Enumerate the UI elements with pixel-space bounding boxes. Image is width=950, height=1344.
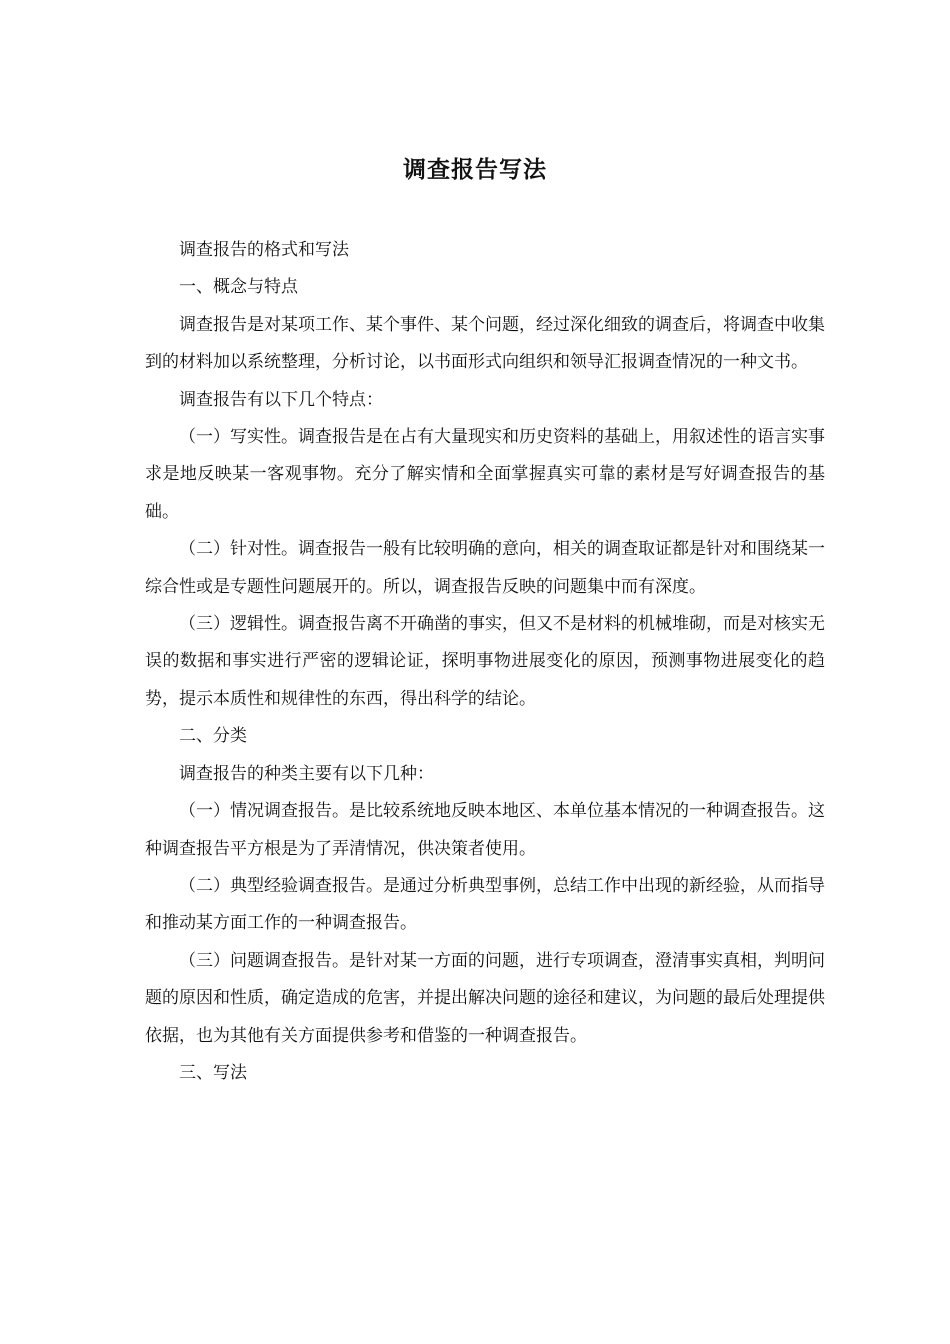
paragraph-definition: 调查报告是对某项工作、某个事件、某个问题，经过深化细致的调查后，将调查中收集到的材料加以系统整理，分析讨论，以书面形式向组织和领导汇报调查情况的一种文书。 xyxy=(145,314,825,373)
paragraph-subtitle: 调查报告的格式和写法 xyxy=(179,240,349,260)
document-title: 调查报告写法 xyxy=(403,156,547,183)
paragraph-features-intro: 调查报告有以下几个特点： xyxy=(179,389,383,410)
paragraph-feature-3: （三）逻辑性。调查报告离不开确凿的事实，但又不是材料的机械堆砌，而是对核实无误的数据和事实进行严密的逻辑论证，探明事物进展变化的原因，预测事物进展变化的趋势，提示本质性和规律性的东西，得出科学的结论。 xyxy=(145,614,825,709)
paragraph-types-intro: 调查报告的种类主要有以下几种： xyxy=(179,763,434,784)
section-heading-writing: 三、写法 xyxy=(179,1062,247,1083)
paragraph-type-1: （一）情况调查报告。是比较系统地反映本地区、本单位基本情况的一种调查报告。这种调查报告平方根是为了弄清情况，供决策者使用。 xyxy=(145,801,825,859)
paragraph-feature-2: （二）针对性。调查报告一般有比较明确的意向，相关的调查取证都是针对和围绕某一综合性或是专题性问题展开的。所以，调查报告反映的问题集中而有深度。 xyxy=(145,539,825,597)
paragraph-type-3: （三）问题调查报告。是针对某一方面的问题，进行专项调查，澄清事实真相，判明问题的原因和性质，确定造成的危害，并提出解决问题的途径和建议，为问题的最后处理提供依据，也为其他有关方面提供参考和借鉴的一种调查报告。 xyxy=(145,950,825,1046)
document-body xyxy=(145,232,825,1092)
paragraph-feature-1: （一）写实性。调查报告是在占有大量现实和历史资料的基础上，用叙述性的语言实事求是地反映某一客观事物。充分了解实情和全面掌握真实可靠的素材是写好调查报告的基础。 xyxy=(145,427,825,522)
paragraph-type-2: （二）典型经验调查报告。是通过分析典型事例，总结工作中出现的新经验，从而指导和推动某方面工作的一种调查报告。 xyxy=(145,875,825,934)
section-heading-types: 二、分类 xyxy=(179,726,247,747)
section-heading-concept: 一、概念与特点 xyxy=(179,277,298,298)
